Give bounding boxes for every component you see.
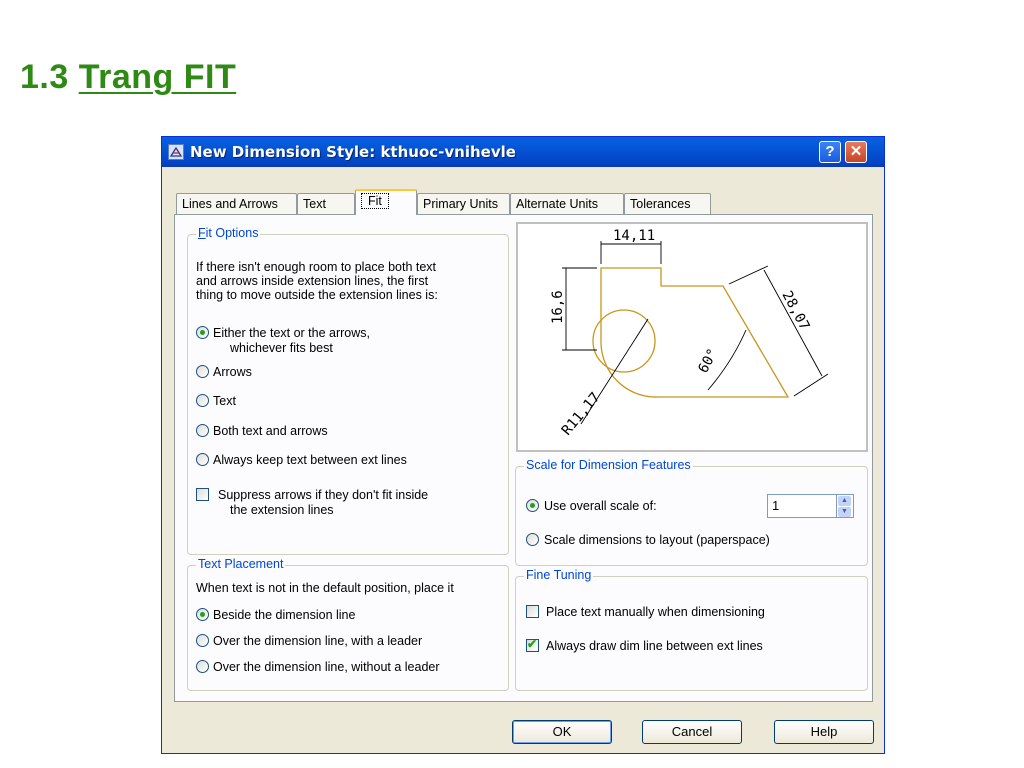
dim-label-radius: R11,17 — [558, 389, 604, 439]
label-both-text-and-arrows: Both text and arrows — [213, 424, 328, 438]
label-always-keep-text: Always keep text between ext lines — [213, 453, 407, 467]
radio-either-text-or-arrows[interactable] — [196, 326, 209, 339]
label-use-overall-scale: Use overall scale of: — [544, 499, 657, 513]
label-either-text-or-arrows: Either the text or the arrows, — [213, 326, 371, 340]
fit-description-line-3: thing to move outside the extension lines is: — [196, 288, 438, 302]
scale-group-label: Scale for Dimension Features — [526, 458, 691, 472]
overall-scale-input[interactable]: 1 — [767, 494, 837, 518]
dimension-style-icon — [168, 144, 184, 160]
dim-label-left: 16,6 — [550, 290, 566, 324]
fit-description-line-2: and arrows inside extension lines, the first — [196, 274, 429, 288]
preview-drawing — [518, 224, 866, 450]
checkmark-icon: ✔ — [527, 637, 538, 651]
tab-fit-label: Fit — [361, 193, 389, 209]
radio-always-keep-text[interactable] — [196, 453, 209, 466]
tab-alternate-units[interactable]: Alternate Units — [510, 193, 624, 214]
spin-down-icon[interactable]: ▼ — [838, 507, 851, 517]
fit-description-line-1: If there isn't enough room to place both text — [196, 260, 437, 274]
slide-title — [20, 58, 236, 97]
checkbox-always-draw-dim-line[interactable] — [526, 639, 539, 652]
dimension-preview — [516, 222, 868, 452]
label-over-without-leader: Over the dimension line, without a leader — [213, 660, 440, 674]
text-placement-label: Text Placement — [198, 557, 284, 571]
text-placement-description: When text is not in the default position, place it — [196, 581, 454, 595]
dim-label-top: 14,11 — [613, 228, 656, 244]
cancel-button[interactable]: Cancel — [642, 720, 742, 744]
label-suppress-arrows: Suppress arrows if they don't fit inside — [218, 488, 429, 502]
tab-lines-and-arrows[interactable]: Lines and Arrows — [176, 193, 297, 214]
radio-arrows[interactable] — [196, 365, 209, 378]
radio-over-without-leader[interactable] — [196, 660, 209, 673]
radio-beside-dimension-line[interactable] — [196, 608, 209, 621]
checkbox-place-text-manually[interactable] — [526, 605, 539, 618]
slide-title-prefix: 1.3 — [20, 58, 79, 96]
radio-text[interactable] — [196, 394, 209, 407]
ok-button[interactable]: OK — [512, 720, 612, 744]
overall-scale-spinner[interactable] — [837, 494, 854, 518]
close-button[interactable]: ✕ — [845, 141, 867, 163]
label-text: Text — [213, 394, 236, 408]
fit-tab-page — [174, 214, 873, 702]
radio-over-with-leader[interactable] — [196, 634, 209, 647]
new-dimension-style-dialog — [161, 136, 885, 754]
label-scale-to-layout: Scale dimensions to layout (paperspace) — [544, 533, 770, 547]
label-arrows: Arrows — [213, 365, 252, 379]
title-help-button[interactable]: ? — [819, 141, 841, 163]
dialog-titlebar[interactable] — [162, 137, 884, 167]
dim-label-angle: 60° — [695, 346, 722, 376]
text-placement-group — [187, 557, 509, 691]
tab-text[interactable]: Text — [297, 193, 355, 214]
label-place-text-manually: Place text manually when dimensioning — [546, 605, 765, 619]
checkbox-suppress-arrows[interactable] — [196, 488, 209, 501]
fit-options-label: Fit Options — [198, 226, 259, 240]
label-suppress-arrows-2: the extension lines — [230, 503, 334, 517]
spin-up-icon[interactable]: ▲ — [838, 496, 851, 506]
radio-scale-to-layout[interactable] — [526, 533, 539, 546]
fine-tuning-label: Fine Tuning — [526, 568, 592, 582]
radio-both-text-and-arrows[interactable] — [196, 424, 209, 437]
label-whichever-fits-best: whichever fits best — [230, 341, 333, 355]
dialog-title: New Dimension Style: kthuoc-vnihevle — [190, 143, 516, 161]
tab-primary-units[interactable]: Primary Units — [417, 193, 510, 214]
tab-fit[interactable] — [355, 189, 417, 215]
fit-options-group — [187, 226, 509, 555]
label-over-with-leader: Over the dimension line, with a leader — [213, 634, 423, 648]
radio-use-overall-scale[interactable] — [526, 499, 539, 512]
scale-group — [515, 458, 868, 566]
slide-title-link[interactable]: Trang FIT — [78, 58, 237, 96]
dim-label-diagonal: 28,07 — [778, 288, 813, 334]
label-beside-dimension-line: Beside the dimension line — [213, 608, 356, 622]
fine-tuning-group — [515, 568, 868, 691]
tab-tolerances[interactable]: Tolerances — [624, 193, 711, 214]
label-always-draw-dim-line: Always draw dim line between ext lines — [546, 639, 763, 653]
help-button[interactable]: Help — [774, 720, 874, 744]
